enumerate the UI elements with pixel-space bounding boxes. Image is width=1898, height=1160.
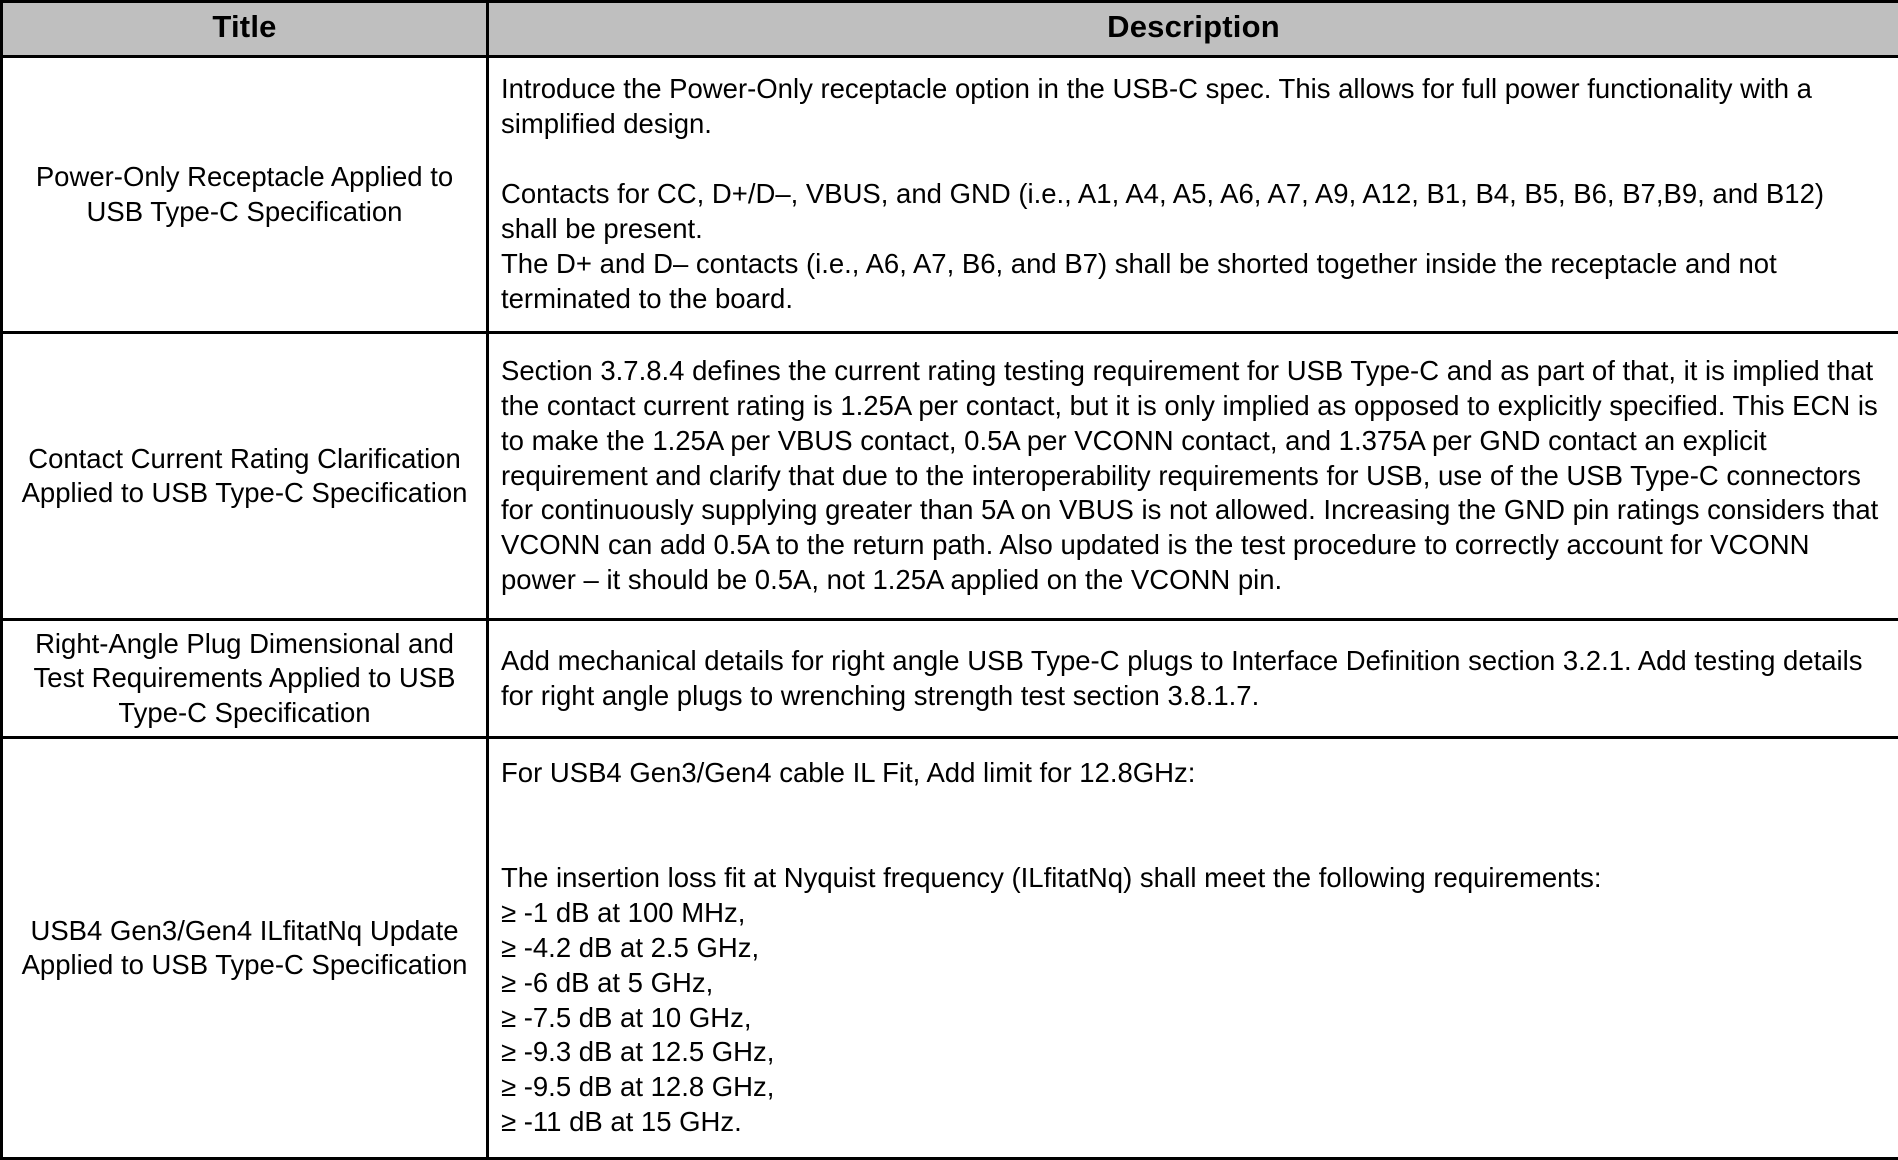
table-body — [2, 57, 1898, 1159]
requirement-line: ≥ -4.2 dB at 2.5 GHz, — [501, 931, 1884, 966]
description-paragraph: Section 3.7.8.4 defines the current rating testing requirement for USB Type-C and as part of that, it is implied that the contact current rating is 1.25A per contact, but it is only implied as opposed to explicitly specified. This ECN is to make the 1.25A per VBUS contact, 0.5A per VCONN contact, and 1.375A per GND contact an explicit requirement and clarify that due to the interoperability requirements for USB, use of the USB Type-C connectors for continuously supplying greater than 5A on VBUS is not allowed. Increasing the GND pin ratings considers that VCONN can add 0.5A to the return path. Also updated is the test procedure to correctly account for VCONN power – it should be 0.5A, not 1.25A applied on the VCONN pin. — [501, 354, 1884, 598]
row-description-cell — [488, 57, 1898, 333]
requirement-list — [501, 896, 1884, 1140]
paragraph-spacer — [501, 142, 1884, 177]
description-paragraph: Add mechanical details for right angle USB Type-C plugs to Interface Definition section 3.2.1. Add testing details for right angle plugs to wrenching strength test section 3.8.1.7. — [501, 644, 1884, 714]
row-description-cell — [488, 738, 1898, 1159]
row-title-cell: Contact Current Rating Clarification Applied to USB Type-C Specification — [2, 333, 488, 620]
requirement-line: ≥ -1 dB at 100 MHz, — [501, 896, 1884, 931]
table-row — [2, 738, 1898, 1159]
requirement-line: ≥ -7.5 dB at 10 GHz, — [501, 1001, 1884, 1036]
description-lead: The insertion loss fit at Nyquist frequency (ILfitatNq) shall meet the following requirements: — [501, 861, 1884, 896]
description-paragraph: The D+ and D– contacts (i.e., A6, A7, B6, and B7) shall be shorted together inside the receptacle and not terminated to the board. — [501, 247, 1884, 317]
row-description-cell — [488, 620, 1898, 738]
description-paragraph: Contacts for CC, D+/D–, VBUS, and GND (i.e., A1, A4, A5, A6, A7, A9, A12, B1, B4, B5, B6, B7,B9, and B12) shall be present. — [501, 177, 1884, 247]
paragraph-spacer — [501, 791, 1884, 826]
description-paragraph: Introduce the Power-Only receptacle option in the USB-C spec. This allows for full power functionality with a simplified design. — [501, 72, 1884, 142]
requirement-line: ≥ -9.3 dB at 12.5 GHz, — [501, 1035, 1884, 1070]
row-description-cell — [488, 333, 1898, 620]
table-header — [2, 2, 1898, 57]
row-title-cell: USB4 Gen3/Gen4 ILfitatNq Update Applied to USB Type-C Specification — [2, 738, 488, 1159]
table-header-row — [2, 2, 1898, 57]
row-title-cell: Power-Only Receptacle Applied to USB Type-C Specification — [2, 57, 488, 333]
description-intro: For USB4 Gen3/Gen4 cable IL Fit, Add limit for 12.8GHz: — [501, 756, 1884, 791]
column-header-title: Title — [2, 2, 488, 57]
table-row — [2, 620, 1898, 738]
paragraph-spacer — [501, 826, 1884, 861]
table-row — [2, 57, 1898, 333]
table-row — [2, 333, 1898, 620]
requirement-line: ≥ -11 dB at 15 GHz. — [501, 1105, 1884, 1140]
column-header-description: Description — [488, 2, 1898, 57]
row-title-cell: Right-Angle Plug Dimensional and Test Requirements Applied to USB Type-C Specification — [2, 620, 488, 738]
requirement-line: ≥ -6 dB at 5 GHz, — [501, 966, 1884, 1001]
requirement-line: ≥ -9.5 dB at 12.8 GHz, — [501, 1070, 1884, 1105]
